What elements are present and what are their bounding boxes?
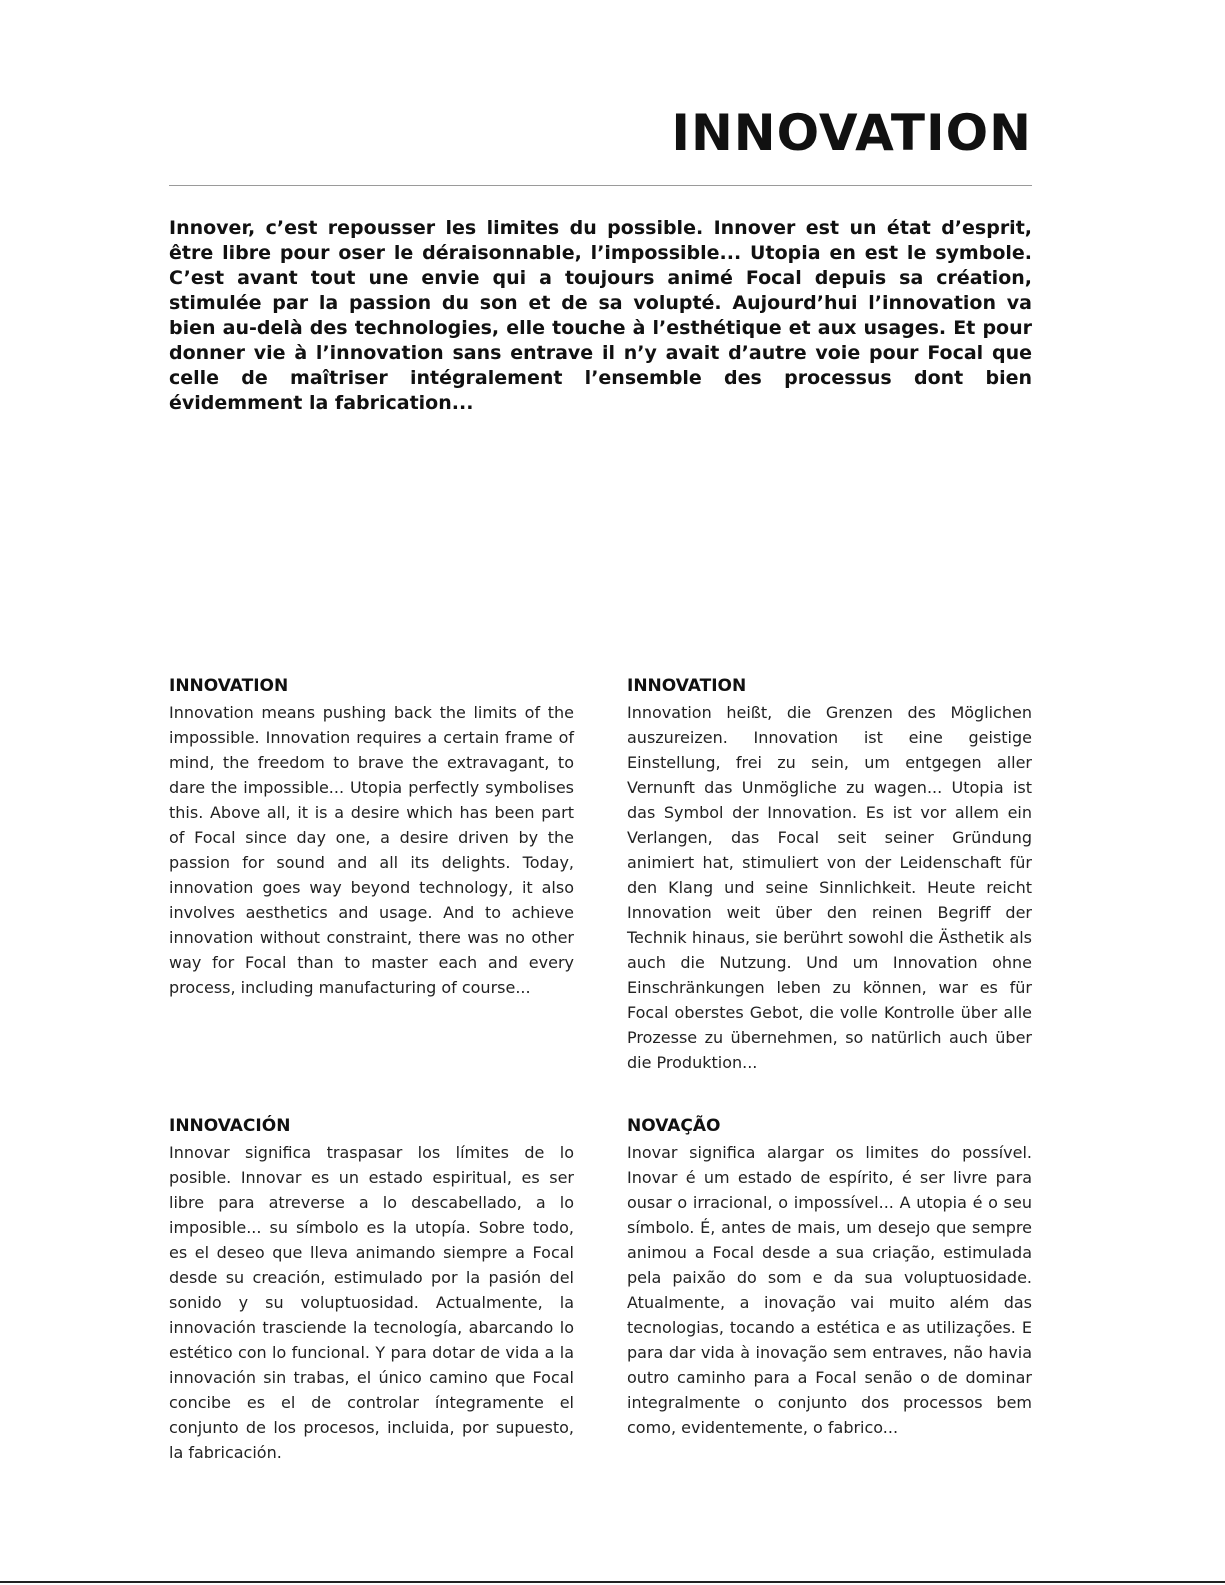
title-divider — [169, 185, 1032, 186]
section-english — [169, 674, 574, 1000]
section-heading-portuguese: NOVAÇÃO — [627, 1116, 721, 1136]
section-spanish — [169, 1114, 574, 1465]
section-heading-english: INNOVATION — [169, 676, 289, 696]
section-body-english: Innovation means pushing back the limits of the impossible. Innovation requires a certain frame of mind, the freedom to brave the extravagant, to dare the impossible... Utopia perfectly symbolises this. Above all, it is a desire which has been part of Focal since day one, a desire driven by the passion for sound and all its delights. Today, innovation goes way beyond technology, it also involves aesthetics and usage. And to achieve innovation without constraint, there was no other way for Focal than to master each and every process, including manufacturing of course... — [169, 703, 574, 997]
section-body-spanish: Innovar significa traspasar los límites de lo posible. Innovar es un estado espiritual, es ser libre para atreverse a lo descabellado, a lo imposible... su símbolo es la utopía. Sobre todo, es el deseo que lleva animando siempre a Focal desde su creación, estimulado por la pasión del sonido y su voluptuosidad. Actualmente, la innovación trasciende la tecnología, abarcando lo estético con lo funcional. Y para dotar de vida a la innovación sin trabas, el único camino que Focal concibe es el de controlar íntegramente el conjunto de los procesos, incluida, por supuesto, la fabricación. — [169, 1143, 574, 1462]
section-german — [627, 674, 1032, 1075]
page-title: INNOVATION — [671, 104, 1032, 162]
section-heading-spanish: INNOVACIÓN — [169, 1116, 291, 1136]
section-portuguese — [627, 1114, 1032, 1440]
section-body-german: Innovation heißt, die Grenzen des Möglichen auszureizen. Innovation ist eine geistige Einstellung, frei zu sein, um entgegen aller Vernunft das Unmögliche zu wagen... Utopia ist das Symbol der Innovation. Es ist vor allem ein Verlangen, das Focal seit seiner Gründung animiert hat, stimuliert von der Leidenschaft für den Klang und seine Sinnlichkeit. Heute reicht Innovation weit über den reinen Begriff der Technik hinaus, sie berührt sowohl die Ästhetik als auch die Nutzung. Und um Innovation ohne Einschränkungen leben zu können, war es für Focal oberstes Gebot, die volle Kontrolle über alle Prozesse zu übernehmen, so natürlich auch über die Produktion... — [627, 703, 1032, 1072]
section-body-portuguese: Inovar significa alargar os limites do possível. Inovar é um estado de espírito, é ser livre para ousar o irracional, o impossível... A utopia é o seu símbolo. É, antes de mais, um desejo que sempre animou a Focal desde a sua criação, estimulada pela paixão do som e da sua voluptuosidade. Atualmente, a inovação vai muito além das tecnologias, tocando a estética e as utilizações. E para dar vida à inovação sem entraves, não havia outro caminho para a Focal senão o de dominar integralmente o conjunto dos processos bem como, evidentemente, o fabrico... — [627, 1143, 1032, 1437]
page-bottom-edge — [0, 1581, 1225, 1583]
section-heading-german: INNOVATION — [627, 676, 747, 696]
intro-paragraph-french: Innover, c’est repousser les limites du possible. Innover est un état d’esprit, être libre pour oser le déraisonnable, l’impossible... Utopia en est le symbole. C’est avant tout une envie qui a toujours animé Focal depuis sa création, stimulée par la passion du son et de sa volupté. Aujourd’hui l’innovation va bien au-delà des technologies, elle touche à l’esthétique et aux usages. Et pour donner vie à l’innovation sans entrave il n’y avait d’autre voie pour Focal que celle de maîtriser intégralement l’ensemble des processus dont bien évidemment la fabrication... — [169, 217, 1032, 414]
